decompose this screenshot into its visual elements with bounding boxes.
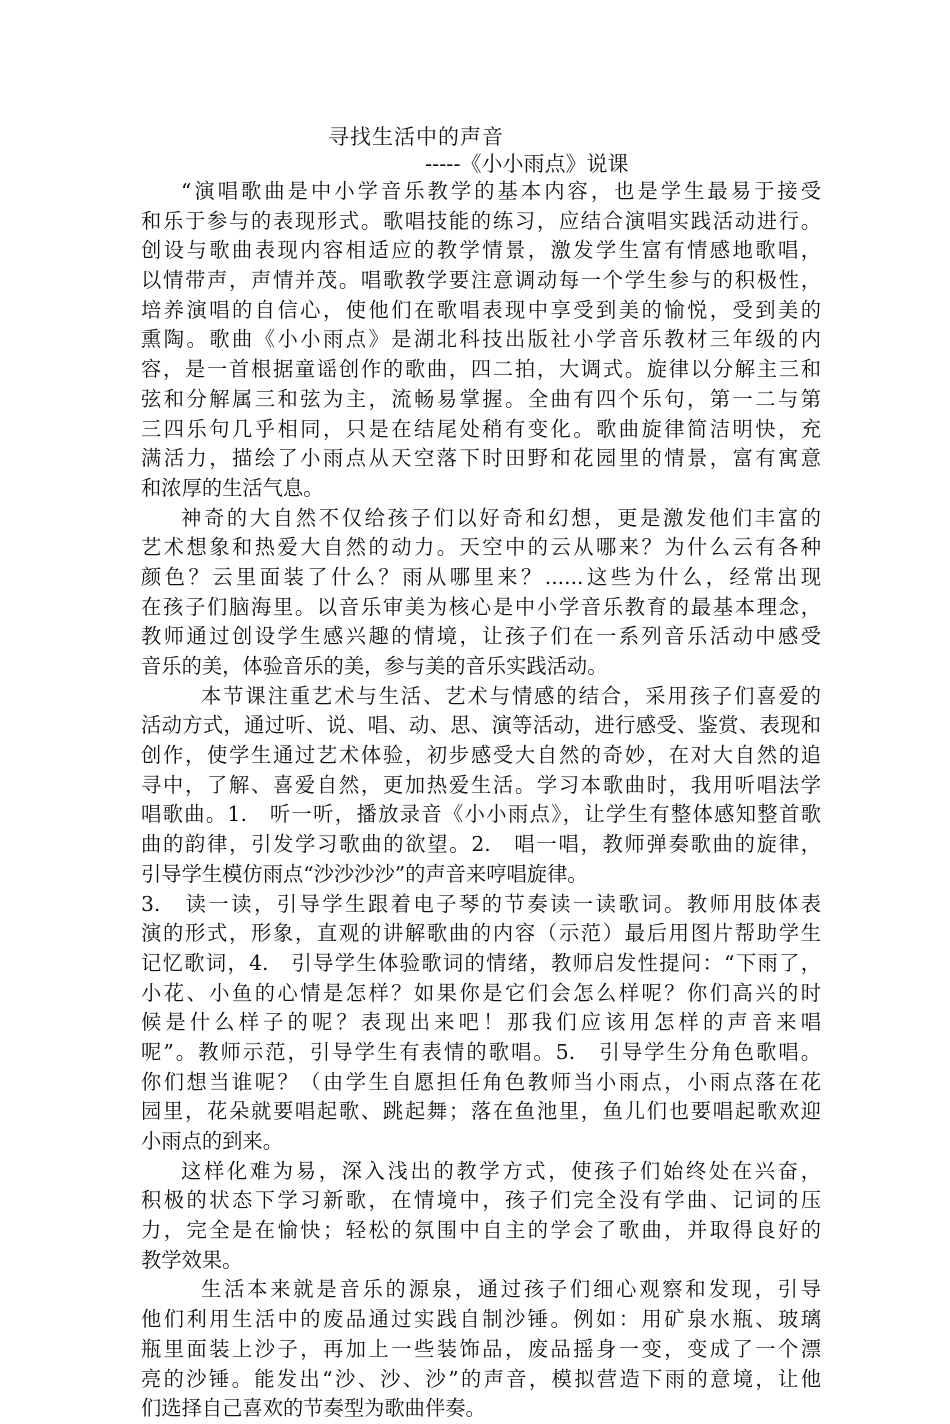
text-line: 熏陶。歌曲《小小雨点》是湖北科技出版社小学音乐教材三年级的内 [141, 327, 821, 352]
text-line: 艺术想象和热爱大自然的动力。天空中的云从哪来？为什么云有各种 [141, 535, 821, 560]
text-line: 教学效果。 [141, 1247, 243, 1272]
text-line: 唱歌曲。1. 听一听，播放录音《小小雨点》，让学生有整体感知整首歌 [141, 802, 821, 827]
text-line: 三四乐句几乎相同，只是在结尾处稍有变化。歌曲旋律简洁明快，充 [141, 416, 821, 441]
text-line: 培养演唱的自信心，使他们在歌唱表现中享受到美的愉悦，受到美的 [141, 297, 821, 322]
text-line: 你们想当谁呢？（由学生自愿担任角色教师当小雨点，小雨点落在花 [141, 1069, 821, 1094]
text-line: “演唱歌曲是中小学音乐教学的基本内容，也是学生最易于接受 [181, 179, 821, 203]
text-line: 亮的沙锤。能发出“沙、沙、沙”的声音，模拟营造下雨的意境，让他 [141, 1366, 821, 1391]
text-line: 活动方式，通过听、说、唱、动、思、演等活动，进行感受、鉴赏、表现和 [141, 713, 821, 738]
text-line: 园里，花朵就要唱起歌、跳起舞；落在鱼池里，鱼儿们也要唱起歌欢迎 [141, 1099, 821, 1124]
text-line: 教师通过创设学生感兴趣的情境，让孩子们在一系列音乐活动中感受 [141, 624, 821, 649]
text-line: 和乐于参与的表现形式。歌唱技能的练习，应结合演唱实践活动进行。 [141, 208, 821, 233]
text-line: 本节课注重艺术与生活、艺术与情感的结合，采用孩子们喜爱的 [201, 683, 821, 708]
document-subtitle: -----《小小雨点》说课 [425, 152, 629, 176]
text-line: 颜色？云里面装了什么？雨从哪里来？......这些为什么，经常出现 [141, 564, 821, 589]
text-line: 弦和分解属三和弦为主，流畅易掌握。全曲有四个乐句，第一二与第 [141, 386, 821, 411]
text-line: 们选择自己喜欢的节奏型为歌曲伴奏。 [141, 1396, 486, 1421]
text-line: 引导学生模仿雨点“沙沙沙沙”的声音来哼唱旋律。 [141, 861, 588, 886]
text-line: 寻中，了解、喜爱自然，更加热爱生活。学习本歌曲时，我用听唱法学 [141, 772, 821, 797]
text-line: 力，完全是在愉快；轻松的氛围中自主的学会了歌曲，并取得良好的 [141, 1218, 821, 1243]
text-line: 候是什么样子的呢？表现出来吧！那我们应该用怎样的声音来唱 [141, 1010, 821, 1035]
text-line: 积极的状态下学习新歌，在情境中，孩子们完全没有学曲、记词的压 [141, 1188, 821, 1213]
text-line: 创设与歌曲表现内容相适应的教学情景，激发学生富有情感地歌唱， [141, 238, 821, 263]
document-title: 寻找生活中的声音 [328, 125, 504, 149]
text-line: 瓶里面装上沙子，再加上一些装饰品，废品摇身一变，变成了一个漂 [141, 1336, 821, 1361]
text-line: 小雨点的到来。 [141, 1129, 283, 1153]
text-line: 在孩子们脑海里。以音乐审美为核心是中小学音乐教育的最基本理念， [141, 594, 821, 619]
text-line: 音乐的美，体验音乐的美，参与美的音乐实践活动。 [141, 654, 608, 678]
text-line: 和浓厚的生活气息。 [141, 475, 324, 500]
text-line: 创作，使学生通过艺术体验，初步感受大自然的奇妙，在对大自然的追 [141, 743, 821, 768]
text-line: 这样化难为易，深入浅出的教学方式，使孩子们始终处在兴奋， [181, 1158, 821, 1183]
text-line: 小花、小鱼的心情是怎样？如果你是它们会怎么样呢？你们高兴的时 [141, 980, 821, 1005]
text-line: 以情带声，声情并茂。唱歌教学要注意调动每一个学生参与的积极性， [141, 268, 821, 293]
document-body [141, 177, 821, 1424]
text-line: 他们利用生活中的废品通过实践自制沙锤。例如：用矿泉水瓶、玻璃 [141, 1307, 821, 1332]
text-line: 生活本来就是音乐的源泉，通过孩子们细心观察和发现，引导 [201, 1277, 821, 1302]
text-line: 3. 读一读，引导学生跟着电子琴的节奏读一读歌词。教师用肢体表 [141, 891, 821, 916]
text-line: 曲的韵律，引发学习歌曲的欲望。2. 唱一唱，教师弹奏歌曲的旋律， [141, 832, 821, 857]
text-line: 演的形式，形象，直观的讲解歌曲的内容（示范）最后用图片帮助学生 [141, 921, 821, 946]
text-line: 呢”。教师示范，引导学生有表情的歌唱。5. 引导学生分角色歌唱。 [141, 1039, 821, 1064]
text-line: 神奇的大自然不仅给孩子们以好奇和幻想，更是激发他们丰富的 [181, 505, 821, 530]
text-line: 容，是一首根据童谣创作的歌曲，四二拍，大调式。旋律以分解主三和 [141, 357, 821, 382]
text-line: 满活力，描绘了小雨点从天空落下时田野和花园里的情景，富有寓意 [141, 446, 821, 471]
text-line: 记忆歌词，4. 引导学生体验歌词的情绪，教师启发性提问：“下雨了， [141, 950, 821, 975]
